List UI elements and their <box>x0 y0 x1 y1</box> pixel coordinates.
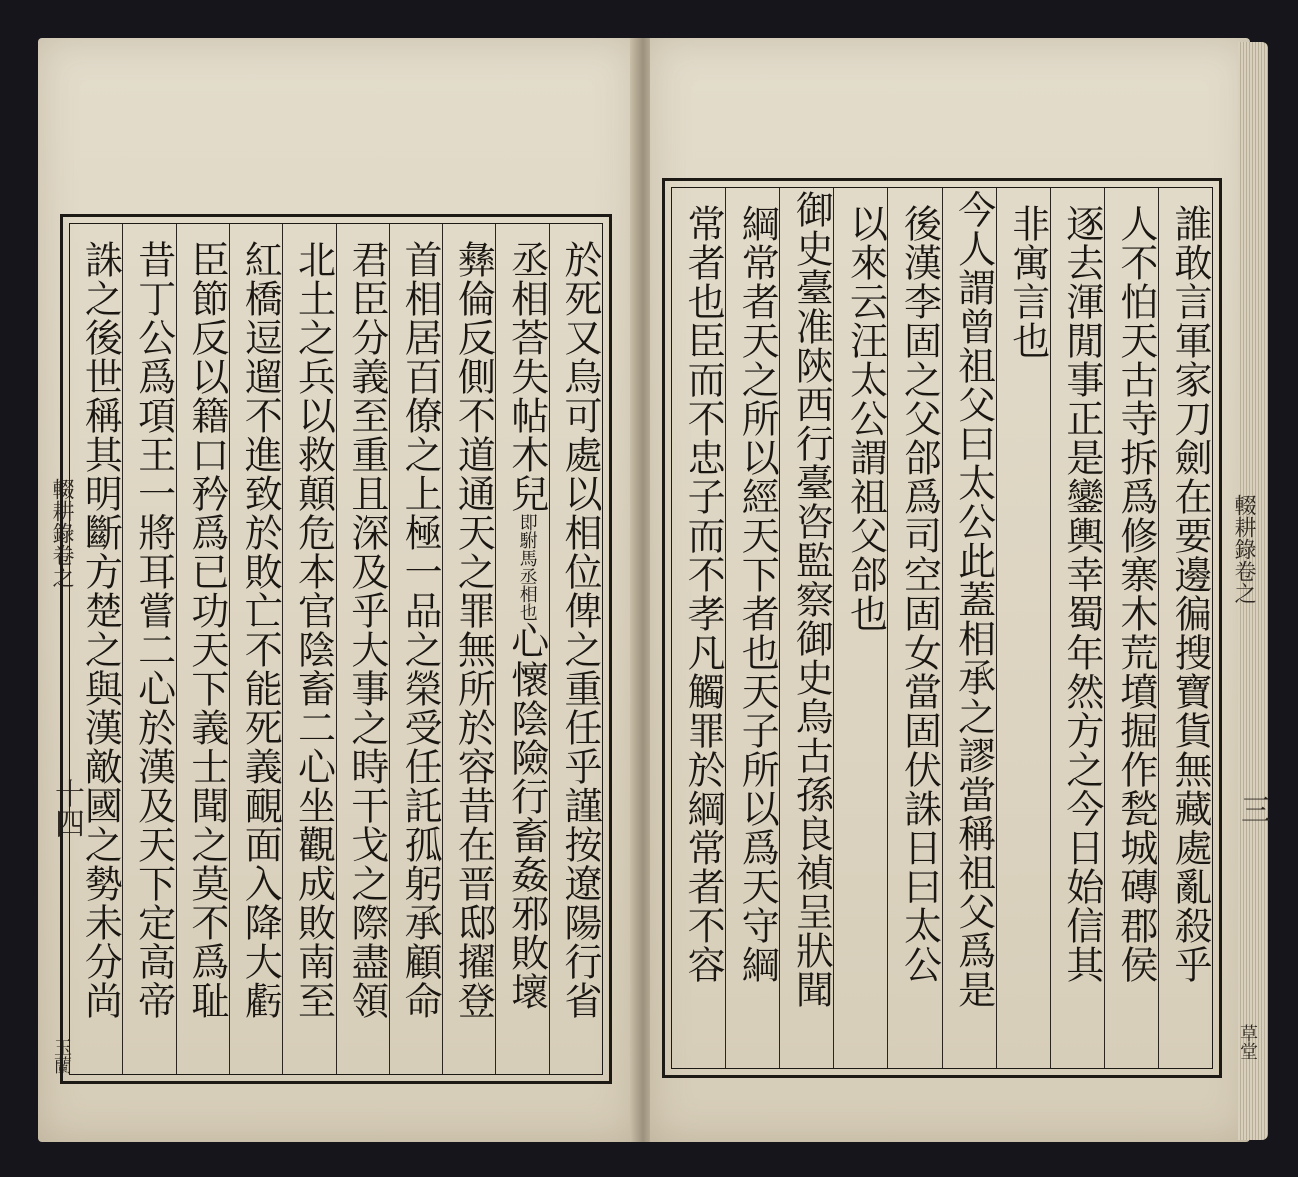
right-fold-title: 輟耕錄卷之 <box>1231 494 1256 604</box>
text-column: 綱常者天之所以經天下者也天子所以爲天守綱 <box>725 188 779 1068</box>
left-text-frame <box>60 214 612 1084</box>
text-column: 逐去渾閒事正是鑾輿幸蜀年然方之今日始信其 <box>1050 188 1104 1068</box>
text-column: 於死又烏可處以相位俾之重任乎謹按遼陽行省 <box>549 224 602 1074</box>
open-book <box>38 24 1270 1152</box>
right-fold-studio: 草堂 <box>1237 1024 1258 1060</box>
text-column: 非寓言也 <box>996 188 1050 1068</box>
text-column: 首相居百僚之上極一品之榮受任託孤躬承顧命 <box>389 224 442 1074</box>
right-text-frame <box>662 178 1222 1078</box>
left-fold-leaf: 十四 <box>49 778 84 838</box>
left-columns <box>69 223 603 1075</box>
left-fold-title: 輟耕錄卷之 <box>49 478 74 588</box>
text-column: 常者也臣而不忠子而不孝凡觸罪於綱常者不容 <box>681 204 726 984</box>
text-column: 人不怕天古寺拆爲修寨木荒墳掘作甃城磚郡侯 <box>1104 188 1158 1068</box>
text-column: 昔丁公爲項王一將耳嘗二心於漢及天下定高帝 <box>122 224 175 1074</box>
text-fragment: 心懷陰險行畜姦邪敗壞 <box>504 621 549 1011</box>
text-column: 以來云汪太公謂祖父郃也 <box>833 188 887 1068</box>
right-fold-leaf: 三 <box>1235 794 1270 824</box>
text-column: 彝倫反側不道通天之罪無所於容昔在晋邸擢登 <box>442 224 495 1074</box>
text-column: 今人謂曾祖父曰太公此蓋相承之謬當稱祖父爲是 <box>942 188 996 1068</box>
text-column: 誰敢言軍家刀劍在要邊徧搜寶貨無藏處亂殺乎 <box>1158 188 1212 1068</box>
left-page <box>38 38 636 1142</box>
right-page <box>650 38 1250 1142</box>
text-fragment: 丞相荅失帖木兒 <box>504 240 549 513</box>
text-column: 御史臺准陝西行臺咨監察御史烏古孫良禎呈狀聞 <box>779 188 833 1068</box>
right-columns <box>671 187 1213 1069</box>
text-column: 北土之兵以救顛危本官陰畜二心坐觀成敗南至 <box>282 224 335 1074</box>
text-column <box>495 224 548 1074</box>
text-column: 誅之後世稱其明斷方楚之與漢敵國之勢未分尚 <box>78 240 123 1020</box>
text-column: 紅橋逗遛不進致於敗亡不能死義靦面入降大虧 <box>229 224 282 1074</box>
left-fold-studio: 玉蘭 <box>51 1038 72 1074</box>
interlinear-note: 即駙馬丞相也 <box>516 513 538 621</box>
text-column: 君臣分義至重且深及乎大事之時干戈之際盡領 <box>336 224 389 1074</box>
text-column: 後漢李固之父郃爲司空固女當固伏誅日曰太公 <box>887 188 941 1068</box>
text-column: 臣節反以籍口矜爲已功天下義士聞之莫不爲耻 <box>176 224 229 1074</box>
